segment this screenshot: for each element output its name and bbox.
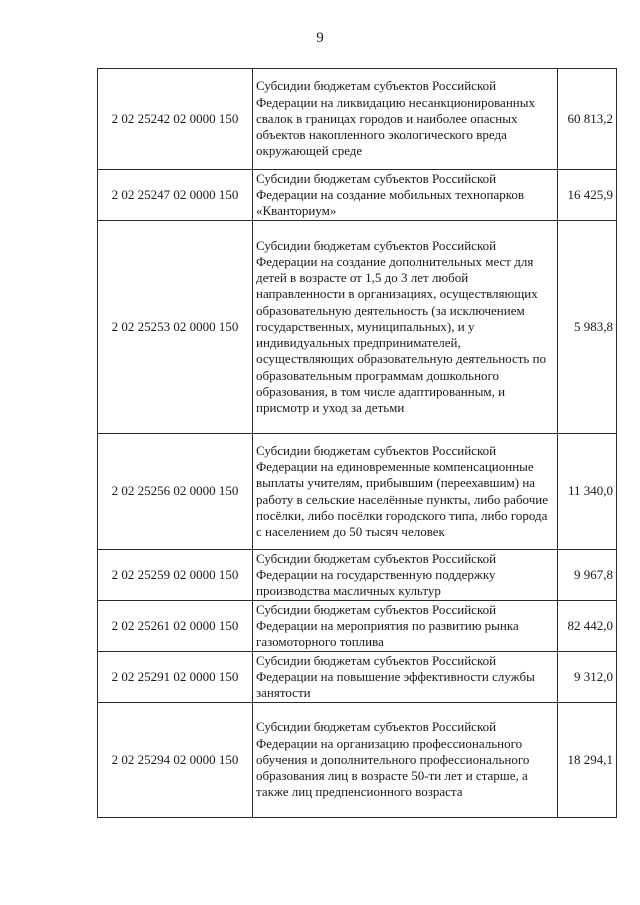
- table-row: [98, 221, 617, 434]
- description-cell: Субсидии бюджетам субъектов Российской Федерации на повышение эффективности службы занятости: [253, 652, 558, 703]
- classification-code-cell: 2 02 25242 02 0000 150: [98, 69, 253, 170]
- amount-cell: 16 425,9: [558, 170, 617, 221]
- classification-code-cell: 2 02 25261 02 0000 150: [98, 601, 253, 652]
- table-row: [98, 601, 617, 652]
- amount-cell: 9 967,8: [558, 550, 617, 601]
- amount-cell: 5 983,8: [558, 221, 617, 434]
- description-cell: Субсидии бюджетам субъектов Российской Федерации на создание мобильных технопарков «Кванториум»: [253, 170, 558, 221]
- table-row: [98, 550, 617, 601]
- amount-cell: 82 442,0: [558, 601, 617, 652]
- table-row: [98, 69, 617, 170]
- table-row: [98, 434, 617, 550]
- description-cell: Субсидии бюджетам субъектов Российской Федерации на государственную поддержку производства масличных культур: [253, 550, 558, 601]
- table-row: [98, 170, 617, 221]
- description-cell: Субсидии бюджетам субъектов Российской Федерации на мероприятия по развитию рынка газомоторного топлива: [253, 601, 558, 652]
- classification-code-cell: 2 02 25291 02 0000 150: [98, 652, 253, 703]
- classification-code-cell: 2 02 25256 02 0000 150: [98, 434, 253, 550]
- description-cell: Субсидии бюджетам субъектов Российской Федерации на организацию профессионального обучения и дополнительного профессионального образования лиц в возрасте 50-ти лет и старше, а также лиц предпенсионного возраста: [253, 703, 558, 818]
- table-row: [98, 703, 617, 818]
- page-number: 9: [316, 30, 324, 46]
- description-cell: Субсидии бюджетам субъектов Российской Федерации на создание дополнительных мест для детей в возрасте от 1,5 до 3 лет любой направленности в организациях, осуществляющих образовательную деятельность (за исключением государственных, муниципальных), и у индивидуальных предпринимателей, осуществляющих образовательную деятельность по образовательным программам дошкольного образования, в том числе адаптированным, и присмотр и уход за детьми: [253, 221, 558, 434]
- description-cell: Субсидии бюджетам субъектов Российской Федерации на ликвидацию несанкционированных свалок в границах городов и наиболее опасных объектов накопленного экологического вреда окружающей среде: [253, 69, 558, 170]
- classification-code-cell: 2 02 25294 02 0000 150: [98, 703, 253, 818]
- amount-cell: 60 813,2: [558, 69, 617, 170]
- amount-cell: 9 312,0: [558, 652, 617, 703]
- table-row: [98, 652, 617, 703]
- amount-cell: 18 294,1: [558, 703, 617, 818]
- description-cell: Субсидии бюджетам субъектов Российской Федерации на единовременные компенсационные выплаты учителям, прибывшим (переехавшим) на работу в сельские населённые пункты, либо рабочие посёлки, либо посёлки городского типа, либо города с населением до 50 тысяч человек: [253, 434, 558, 550]
- budget-table: [97, 68, 617, 818]
- classification-code-cell: 2 02 25259 02 0000 150: [98, 550, 253, 601]
- classification-code-cell: 2 02 25247 02 0000 150: [98, 170, 253, 221]
- amount-cell: 11 340,0: [558, 434, 617, 550]
- classification-code-cell: 2 02 25253 02 0000 150: [98, 221, 253, 434]
